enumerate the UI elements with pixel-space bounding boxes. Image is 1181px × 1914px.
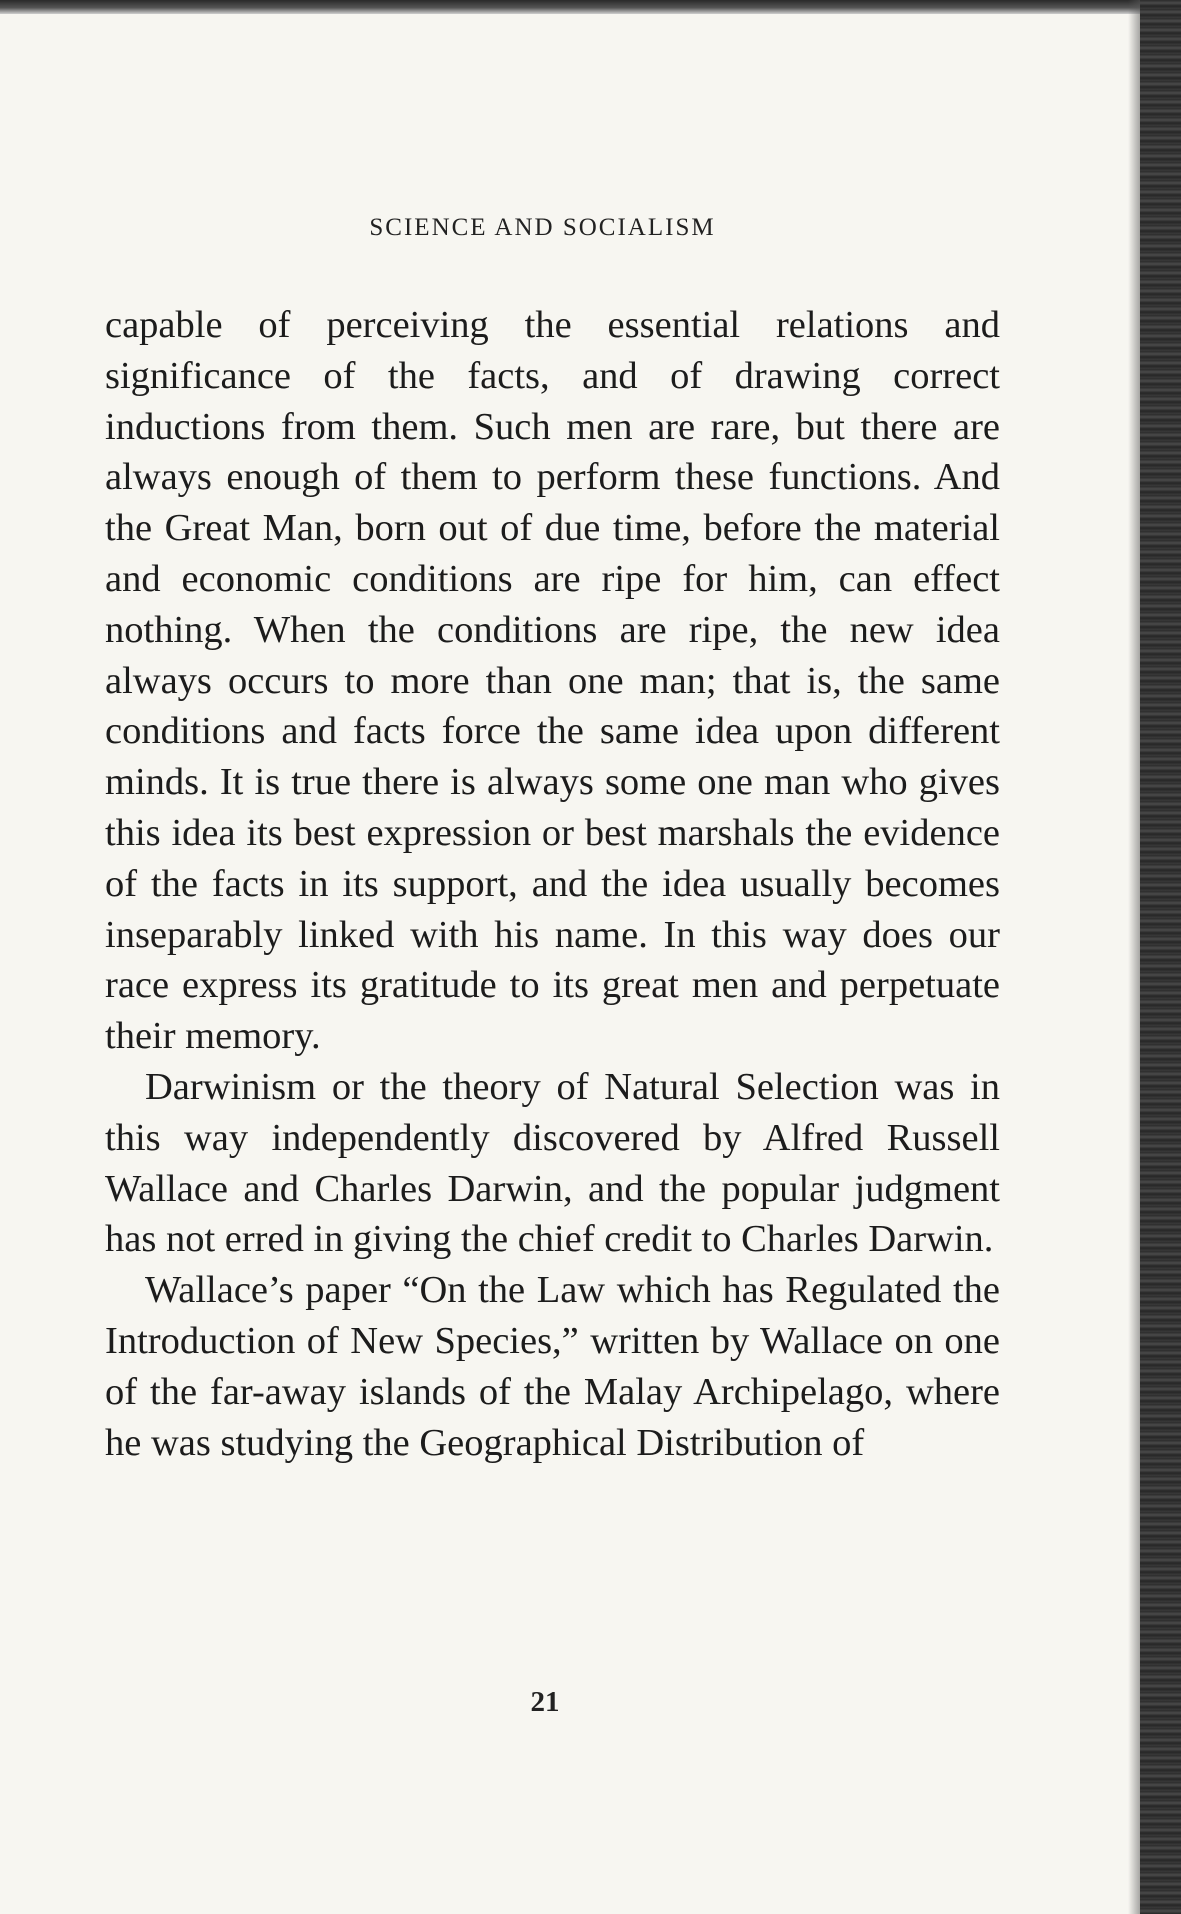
- page-number: 21: [530, 1686, 560, 1718]
- body-text: [105, 300, 1000, 1468]
- book-spine-edge: [1140, 0, 1181, 1914]
- paragraph-1: capable of perceiving the essential relations and significance of the facts, and of drawing correct inductions from them. Such men are rare, but there are always enough of them to perform these functions. And the Great Man, born out of due time, before the material and economic conditions are ripe for him, can effect nothing. When the conditions are ripe, the new idea always occurs to more than one man; that is, the same conditions and facts force the same idea upon different minds. It is true there is always some one man who gives this idea its best expression or best marshals the evidence of the facts in its support, and the idea usually becomes inseparably linked with his name. In this way does our race express its gratitude to its great men and perpetuate their memory.: [105, 304, 1000, 1058]
- paragraph-2: Darwinism or the theory of Natural Selection was in this way independently discovered by Alfred Russell Wallace and Charles Darwin, and the popular judgment has not erred in giving the chief credit to Charles Darwin.: [105, 1065, 1000, 1261]
- top-page-edge: [0, 0, 1181, 14]
- running-head: SCIENCE AND SOCIALISM: [369, 214, 716, 241]
- paragraph-3: Wallace’s paper “On the Law which has Regulated the Introduction of New Species,” written by Wallace on one of the far-away islands of the Malay Archipelago, where he was studying the Geographical Distribution of: [105, 1269, 1000, 1464]
